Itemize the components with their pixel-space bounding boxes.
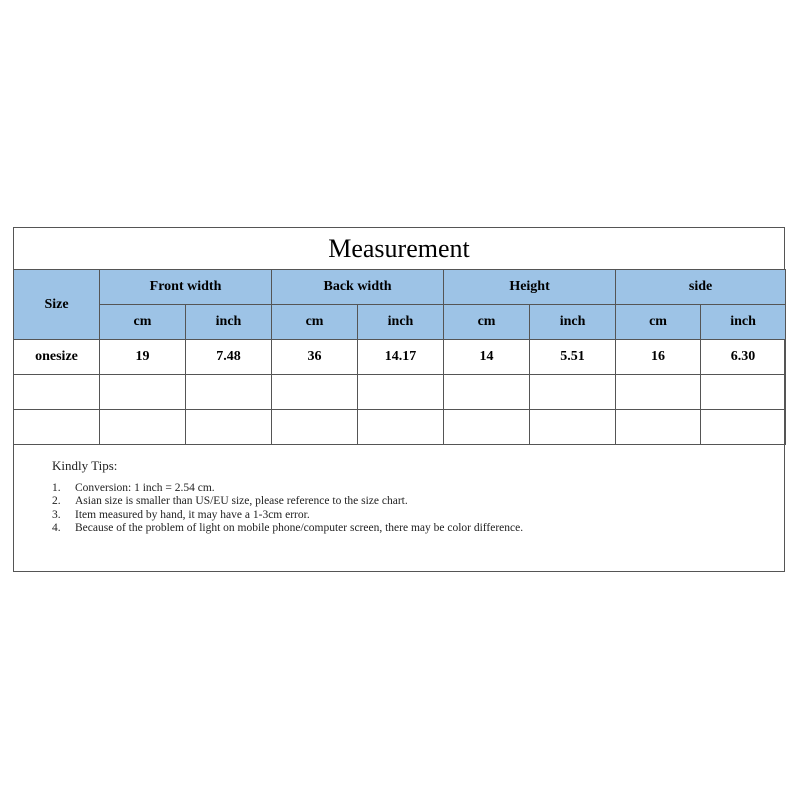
empty-cell: [358, 410, 444, 445]
kindly-tips: [52, 459, 615, 536]
empty-cell: [701, 375, 786, 410]
tip-number: 1.: [52, 481, 61, 494]
tip-number: 4.: [52, 522, 61, 534]
value-cell: 36: [272, 340, 358, 375]
group-header-height: Height: [444, 270, 616, 305]
empty-table-row: [14, 410, 786, 445]
empty-table-row: [14, 375, 786, 410]
value-cell: 6.30: [701, 340, 786, 375]
empty-cell: [272, 410, 358, 445]
size-header: Size: [14, 270, 100, 340]
value-cell: 5.51: [530, 340, 616, 375]
unit-header: inch: [530, 305, 616, 340]
size-cell: onesize: [14, 340, 100, 375]
empty-cell: [616, 410, 701, 445]
size-chart-frame: [13, 227, 785, 572]
empty-cell: [444, 375, 530, 410]
tip-item: [52, 522, 615, 536]
empty-cell: [701, 410, 786, 445]
unit-header: inch: [358, 305, 444, 340]
empty-cell: [616, 375, 701, 410]
tip-number: 2.: [52, 495, 61, 507]
unit-header: cm: [100, 305, 186, 340]
tips-title: Kindly Tips:: [52, 458, 118, 473]
tip-number: 3.: [52, 508, 61, 521]
tip-text: Asian size is smaller than US/EU size, please reference to the size chart.: [75, 495, 408, 507]
unit-header: cm: [444, 305, 530, 340]
tip-item: [52, 482, 615, 496]
empty-cell: [272, 375, 358, 410]
empty-cell: [358, 375, 444, 410]
tip-text: Conversion: 1 inch = 2.54 cm.: [75, 481, 215, 494]
value-cell: 14: [444, 340, 530, 375]
group-header-back-width: Back width: [272, 270, 444, 305]
tip-item: [52, 495, 615, 509]
empty-cell: [14, 375, 100, 410]
empty-cell: [14, 410, 100, 445]
empty-cell: [186, 410, 272, 445]
tip-text: Because of the problem of light on mobile phone/computer screen, there may be color difference.: [75, 522, 524, 534]
unit-header: inch: [186, 305, 272, 340]
unit-header: cm: [272, 305, 358, 340]
unit-header: inch: [701, 305, 786, 340]
value-cell: 7.48: [186, 340, 272, 375]
tip-text: Item measured by hand, it may have a 1-3cm error.: [75, 508, 310, 521]
value-cell: 19: [100, 340, 186, 375]
group-header-front-width: Front width: [100, 270, 272, 305]
value-cell: 16: [616, 340, 701, 375]
empty-cell: [186, 375, 272, 410]
empty-cell: [530, 375, 616, 410]
tips-list: [52, 482, 615, 536]
empty-cell: [100, 410, 186, 445]
size-table: [13, 269, 786, 445]
table-row: [14, 340, 786, 375]
chart-title: Measurement: [14, 228, 784, 270]
empty-cell: [530, 410, 616, 445]
tip-item: [52, 509, 615, 523]
empty-cell: [444, 410, 530, 445]
empty-cell: [100, 375, 186, 410]
group-header-side: side: [616, 270, 786, 305]
unit-header: cm: [616, 305, 701, 340]
value-cell: 14.17: [358, 340, 444, 375]
